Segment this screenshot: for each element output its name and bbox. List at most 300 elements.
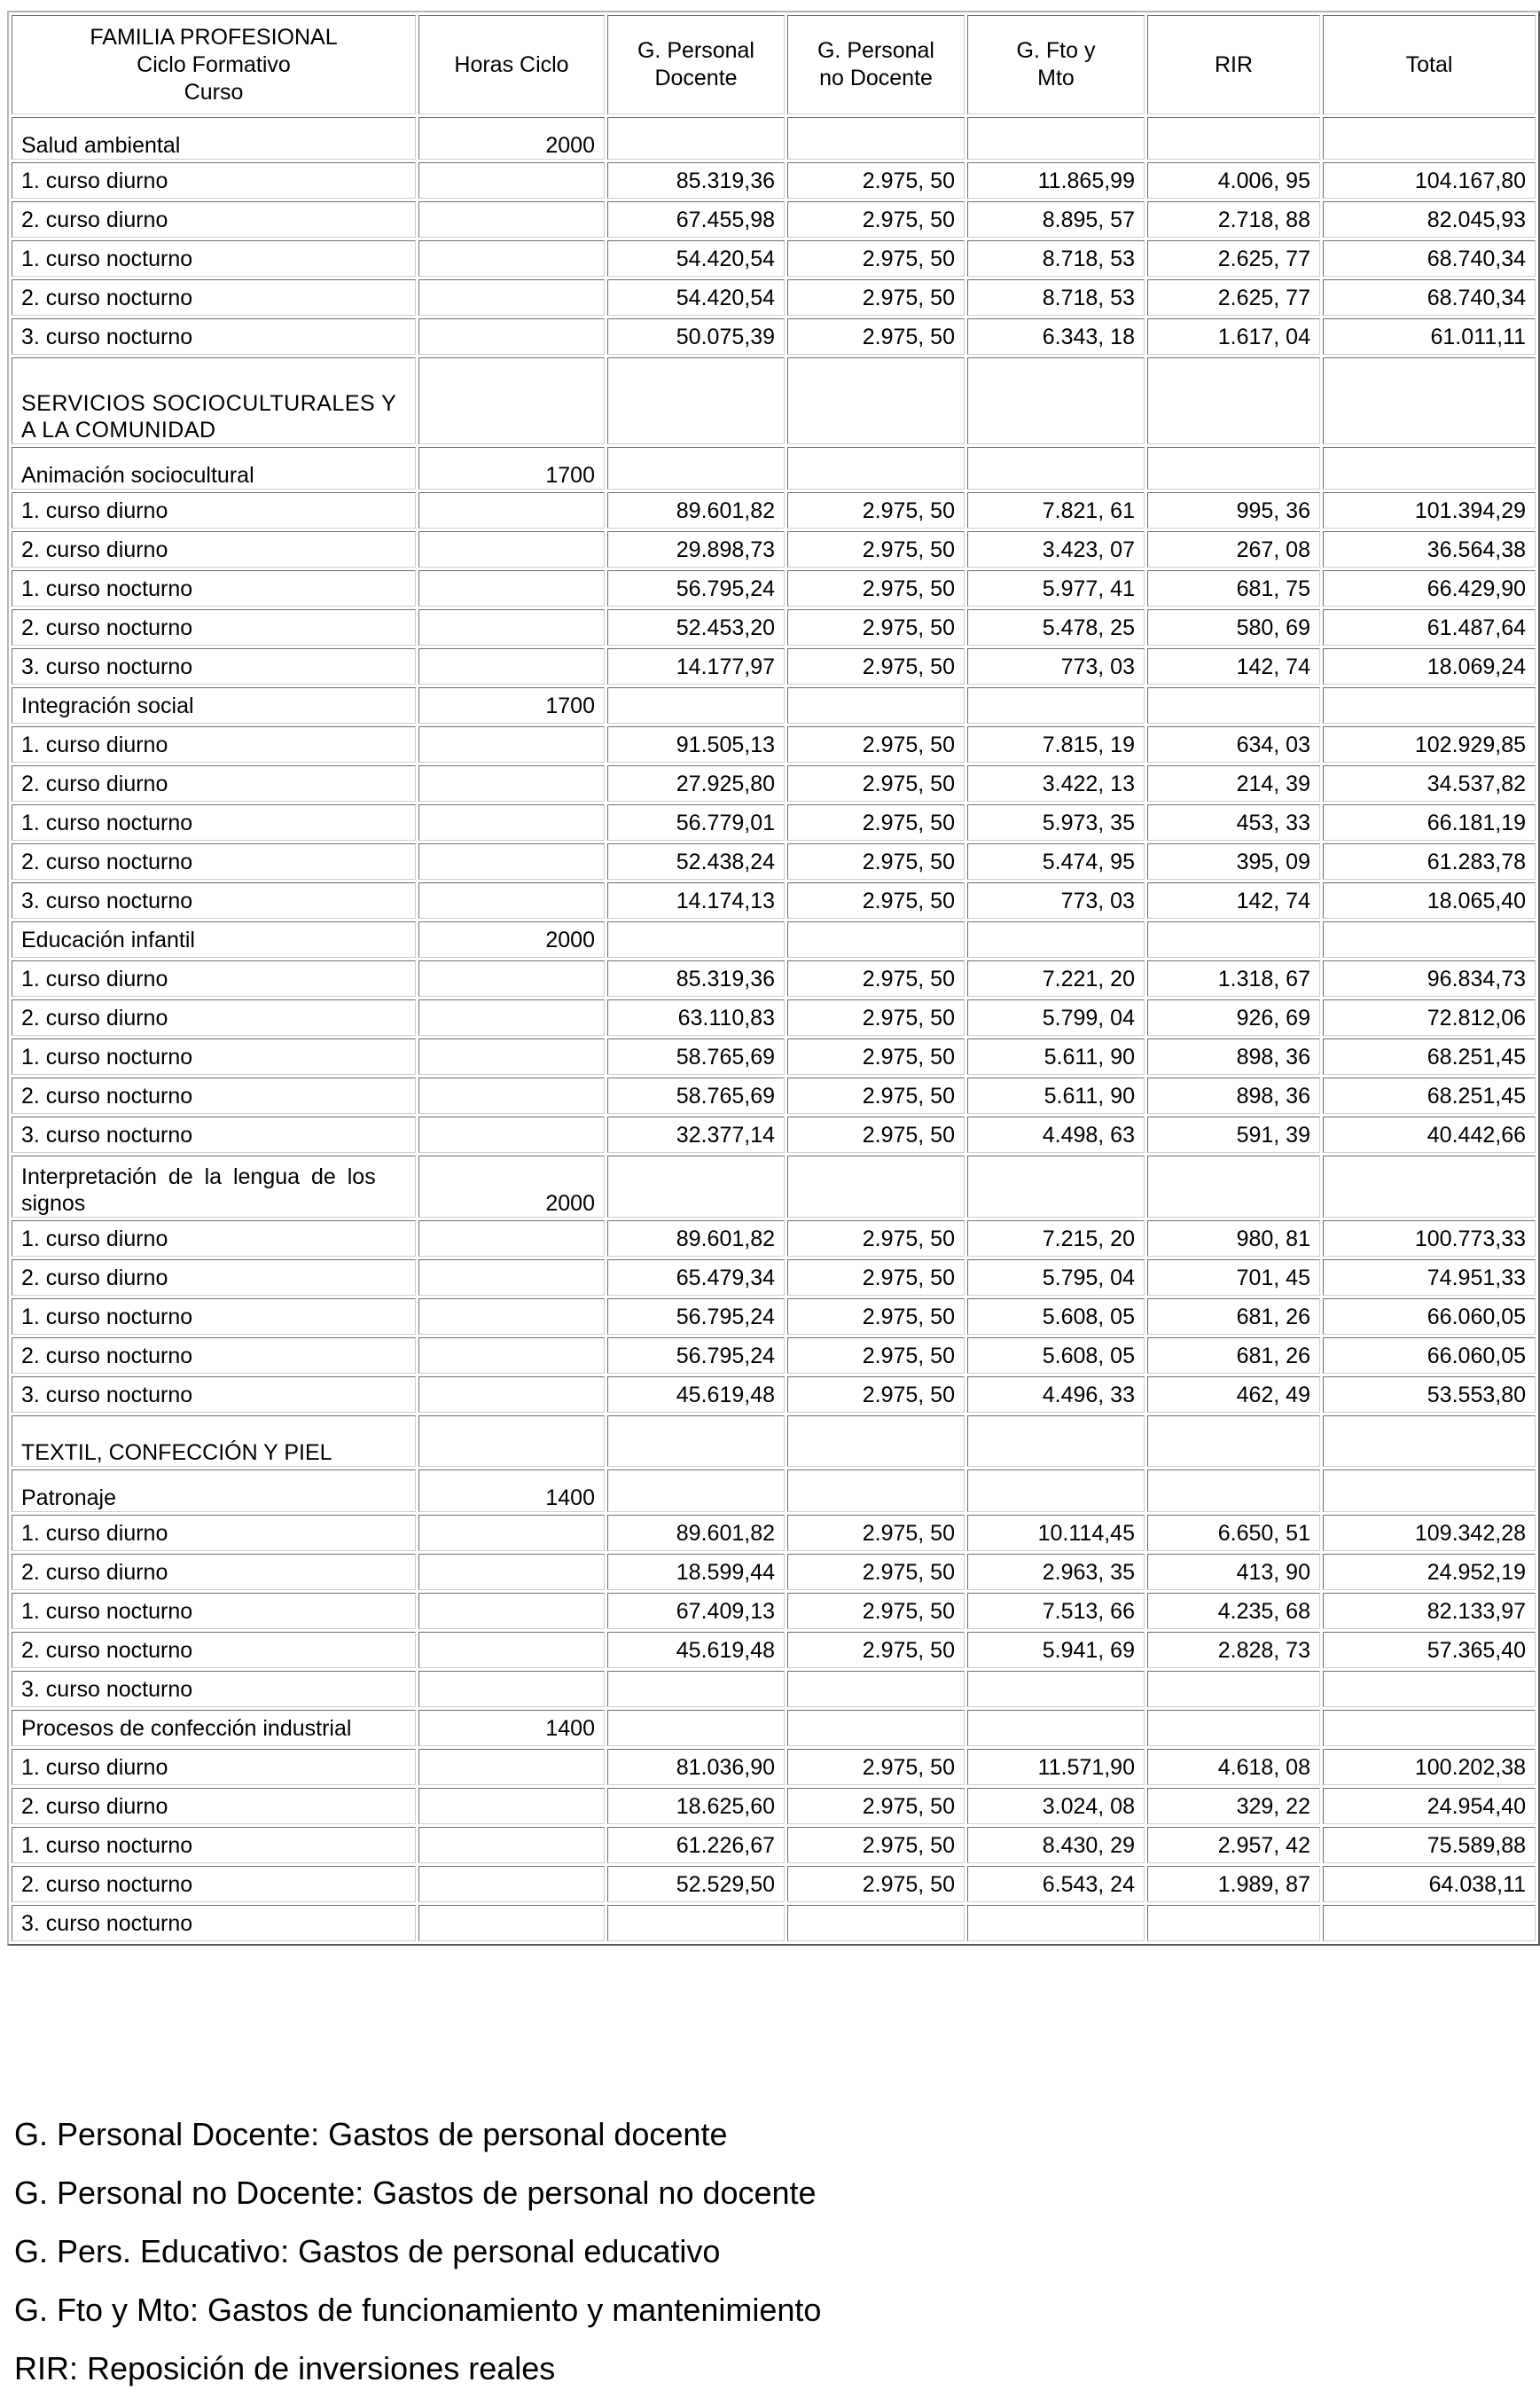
- g-fto-mto-cell: 3.024, 08: [967, 1788, 1145, 1824]
- group-label: Interpretación de la lengua de los signos: [12, 1156, 416, 1218]
- hours-cell: [418, 318, 605, 355]
- rir-cell: [1147, 921, 1320, 958]
- g-personal-docente-cell: 58.765,69: [607, 1078, 785, 1114]
- rir-cell: 142, 74: [1147, 648, 1320, 685]
- legend-item: G. Personal no Docente: Gastos de personal no docente: [14, 2175, 817, 2211]
- legend: [14, 2105, 1459, 2398]
- table-row: [12, 1632, 1536, 1668]
- hours-cell: [418, 201, 605, 238]
- total-cell: 100.202,38: [1323, 1749, 1536, 1785]
- hours-cell: [418, 357, 605, 444]
- course-label: 2. curso diurno: [12, 1788, 416, 1824]
- rir-cell: 214, 39: [1147, 765, 1320, 802]
- course-label: 3. curso nocturno: [12, 882, 416, 919]
- rir-cell: [1147, 357, 1320, 444]
- g-personal-docente-cell: [607, 447, 785, 490]
- g-personal-no-docente-cell: 2.975, 50: [787, 1866, 965, 1902]
- total-cell: [1323, 1905, 1536, 1941]
- hours-cell: [418, 1515, 605, 1551]
- g-personal-no-docente-cell: [787, 1710, 965, 1746]
- g-personal-no-docente-cell: [787, 1156, 965, 1218]
- g-fto-mto-cell: 5.611, 90: [967, 1078, 1145, 1114]
- hours-cell: [418, 1671, 605, 1707]
- table-row: [12, 1749, 1536, 1785]
- total-cell: 109.342,28: [1323, 1515, 1536, 1551]
- hours-cell: [418, 960, 605, 997]
- course-label: 2. curso nocturno: [12, 1078, 416, 1114]
- g-personal-no-docente-cell: 2.975, 50: [787, 570, 965, 607]
- rir-cell: 898, 36: [1147, 1078, 1320, 1114]
- legend-item: RIR: Reposición de inversiones reales: [14, 2350, 556, 2386]
- table-row: [12, 765, 1536, 802]
- g-personal-no-docente-cell: 2.975, 50: [787, 882, 965, 919]
- total-cell: 18.069,24: [1323, 648, 1536, 685]
- course-label: 1. curso nocturno: [12, 240, 416, 277]
- hours-cell: [418, 1905, 605, 1941]
- course-label: 2. curso diurno: [12, 1259, 416, 1296]
- header-horas: Horas Ciclo: [418, 15, 605, 114]
- course-label: 1. curso diurno: [12, 162, 416, 199]
- group-label: Procesos de confección industrial: [12, 1710, 416, 1746]
- table-row: [12, 1376, 1536, 1413]
- rir-cell: 6.650, 51: [1147, 1515, 1320, 1551]
- hours-cell: [418, 1593, 605, 1629]
- hours-cell: [418, 1554, 605, 1590]
- g-personal-docente-cell: 14.174,13: [607, 882, 785, 919]
- total-cell: [1323, 1156, 1536, 1218]
- course-label: 1. curso nocturno: [12, 1593, 416, 1629]
- cost-table-wrapper: [7, 11, 1526, 1946]
- g-personal-docente-cell: 65.479,34: [607, 1259, 785, 1296]
- rir-cell: 2.625, 77: [1147, 279, 1320, 316]
- g-personal-docente-cell: [607, 1905, 785, 1941]
- total-cell: 68.251,45: [1323, 1078, 1536, 1114]
- rir-cell: [1147, 1905, 1320, 1941]
- table-row: [12, 279, 1536, 316]
- g-fto-mto-cell: 6.343, 18: [967, 318, 1145, 355]
- g-personal-no-docente-cell: 2.975, 50: [787, 279, 965, 316]
- rir-cell: 681, 75: [1147, 570, 1320, 607]
- g-personal-docente-cell: 89.601,82: [607, 1515, 785, 1551]
- g-personal-docente-cell: [607, 921, 785, 958]
- total-cell: 82.045,93: [1323, 201, 1536, 238]
- total-cell: 101.394,29: [1323, 492, 1536, 529]
- g-fto-mto-cell: 5.608, 05: [967, 1298, 1145, 1335]
- rir-cell: 980, 81: [1147, 1220, 1320, 1257]
- course-label: 2. curso nocturno: [12, 279, 416, 316]
- g-personal-docente-cell: 91.505,13: [607, 726, 785, 763]
- table-row: [12, 1827, 1536, 1863]
- hours-cell: [418, 531, 605, 568]
- g-personal-no-docente-cell: 2.975, 50: [787, 1788, 965, 1824]
- course-label: 3. curso nocturno: [12, 1117, 416, 1153]
- g-personal-docente-cell: 54.420,54: [607, 279, 785, 316]
- rir-cell: 453, 33: [1147, 804, 1320, 841]
- g-personal-docente-cell: 56.795,24: [607, 1337, 785, 1374]
- g-personal-docente-cell: [607, 1415, 785, 1467]
- hours-cell: [418, 1415, 605, 1467]
- g-personal-docente-cell: 54.420,54: [607, 240, 785, 277]
- course-label: 1. curso diurno: [12, 492, 416, 529]
- table-row: [12, 570, 1536, 607]
- g-personal-docente-cell: [607, 117, 785, 160]
- rir-cell: 395, 09: [1147, 843, 1320, 880]
- rir-cell: 267, 08: [1147, 531, 1320, 568]
- total-cell: [1323, 1469, 1536, 1512]
- total-cell: 66.060,05: [1323, 1298, 1536, 1335]
- g-personal-no-docente-cell: 2.975, 50: [787, 1515, 965, 1551]
- g-fto-mto-cell: 11.571,90: [967, 1749, 1145, 1785]
- table-row: [12, 1337, 1536, 1374]
- g-personal-no-docente-cell: 2.975, 50: [787, 1749, 965, 1785]
- g-personal-docente-cell: 29.898,73: [607, 531, 785, 568]
- g-personal-docente-cell: [607, 357, 785, 444]
- total-cell: 18.065,40: [1323, 882, 1536, 919]
- legend-item: G. Fto y Mto: Gastos de funcionamiento y mantenimiento: [14, 2292, 822, 2328]
- g-personal-no-docente-cell: 2.975, 50: [787, 240, 965, 277]
- g-fto-mto-cell: 5.973, 35: [967, 804, 1145, 841]
- g-fto-mto-cell: 7.513, 66: [967, 1593, 1145, 1629]
- total-cell: 82.133,97: [1323, 1593, 1536, 1629]
- g-personal-docente-cell: 61.226,67: [607, 1827, 785, 1863]
- header-g-fto-mto: G. Fto y Mto: [967, 15, 1145, 114]
- hours-cell: [418, 1220, 605, 1257]
- rir-cell: [1147, 1710, 1320, 1746]
- g-personal-docente-cell: 45.619,48: [607, 1376, 785, 1413]
- g-fto-mto-cell: [967, 357, 1145, 444]
- table-group-row: [12, 1415, 1536, 1467]
- rir-cell: 926, 69: [1147, 999, 1320, 1036]
- g-personal-no-docente-cell: 2.975, 50: [787, 1554, 965, 1590]
- group-label: Integración social: [12, 687, 416, 724]
- hours-cell: [418, 609, 605, 646]
- g-fto-mto-cell: 7.821, 61: [967, 492, 1145, 529]
- rir-cell: 898, 36: [1147, 1038, 1320, 1075]
- hours-cell: [418, 1788, 605, 1824]
- g-fto-mto-cell: 4.498, 63: [967, 1117, 1145, 1153]
- course-label: 1. curso diurno: [12, 1749, 416, 1785]
- g-personal-docente-cell: 18.599,44: [607, 1554, 785, 1590]
- total-cell: 40.442,66: [1323, 1117, 1536, 1153]
- table-row: [12, 318, 1536, 355]
- table-row: [12, 1671, 1536, 1707]
- hours-cell: 2000: [418, 1156, 605, 1218]
- g-personal-docente-cell: 56.779,01: [607, 804, 785, 841]
- g-fto-mto-cell: 5.478, 25: [967, 609, 1145, 646]
- total-cell: [1323, 687, 1536, 724]
- header-rir: RIR: [1147, 15, 1320, 114]
- g-personal-no-docente-cell: 2.975, 50: [787, 1593, 965, 1629]
- hours-cell: [418, 1117, 605, 1153]
- hours-cell: 1700: [418, 447, 605, 490]
- total-cell: 72.812,06: [1323, 999, 1536, 1036]
- header-familia: FAMILIA PROFESIONAL Ciclo Formativo Curso: [12, 15, 416, 114]
- total-cell: 24.954,40: [1323, 1788, 1536, 1824]
- g-personal-no-docente-cell: 2.975, 50: [787, 1259, 965, 1296]
- header-total: Total: [1323, 15, 1536, 114]
- rir-cell: 2.718, 88: [1147, 201, 1320, 238]
- rir-cell: 1.318, 67: [1147, 960, 1320, 997]
- course-label: 3. curso nocturno: [12, 648, 416, 685]
- g-personal-docente-cell: 89.601,82: [607, 1220, 785, 1257]
- table-group-row: [12, 1469, 1536, 1512]
- total-cell: 66.060,05: [1323, 1337, 1536, 1374]
- hours-cell: [418, 1376, 605, 1413]
- course-label: 2. curso diurno: [12, 201, 416, 238]
- table-row: [12, 492, 1536, 529]
- g-fto-mto-cell: 6.543, 24: [967, 1866, 1145, 1902]
- g-personal-docente-cell: 85.319,36: [607, 960, 785, 997]
- hours-cell: [418, 999, 605, 1036]
- g-personal-no-docente-cell: 2.975, 50: [787, 804, 965, 841]
- group-label: Animación sociocultural: [12, 447, 416, 490]
- hours-cell: [418, 279, 605, 316]
- table-row: [12, 609, 1536, 646]
- table-row: [12, 240, 1536, 277]
- g-personal-no-docente-cell: 2.975, 50: [787, 1376, 965, 1413]
- rir-cell: [1147, 1671, 1320, 1707]
- table-row: [12, 1298, 1536, 1335]
- g-personal-docente-cell: 63.110,83: [607, 999, 785, 1036]
- total-cell: [1323, 921, 1536, 958]
- rir-cell: 1.989, 87: [1147, 1866, 1320, 1902]
- g-personal-docente-cell: 67.409,13: [607, 1593, 785, 1629]
- rir-cell: 4.235, 68: [1147, 1593, 1320, 1629]
- hours-cell: [418, 1749, 605, 1785]
- total-cell: 68.251,45: [1323, 1038, 1536, 1075]
- g-fto-mto-cell: 5.941, 69: [967, 1632, 1145, 1668]
- g-fto-mto-cell: 5.795, 04: [967, 1259, 1145, 1296]
- g-fto-mto-cell: 7.815, 19: [967, 726, 1145, 763]
- course-label: 2. curso diurno: [12, 999, 416, 1036]
- g-fto-mto-cell: [967, 1710, 1145, 1746]
- g-personal-no-docente-cell: 2.975, 50: [787, 999, 965, 1036]
- g-personal-docente-cell: 56.795,24: [607, 570, 785, 607]
- g-personal-docente-cell: 45.619,48: [607, 1632, 785, 1668]
- hours-cell: [418, 1866, 605, 1902]
- total-cell: 74.951,33: [1323, 1259, 1536, 1296]
- g-fto-mto-cell: 773, 03: [967, 882, 1145, 919]
- rir-cell: 142, 74: [1147, 882, 1320, 919]
- g-fto-mto-cell: 7.215, 20: [967, 1220, 1145, 1257]
- hours-cell: [418, 492, 605, 529]
- table-row: [12, 1515, 1536, 1551]
- hours-cell: [418, 570, 605, 607]
- g-personal-no-docente-cell: [787, 1469, 965, 1512]
- rir-cell: 2.828, 73: [1147, 1632, 1320, 1668]
- hours-cell: [418, 804, 605, 841]
- g-fto-mto-cell: 8.718, 53: [967, 240, 1145, 277]
- table-row: [12, 1554, 1536, 1590]
- g-fto-mto-cell: 5.977, 41: [967, 570, 1145, 607]
- g-personal-no-docente-cell: 2.975, 50: [787, 318, 965, 355]
- g-personal-no-docente-cell: [787, 921, 965, 958]
- header-g-personal-no-docente: G. Personal no Docente: [787, 15, 965, 114]
- course-label: 3. curso nocturno: [12, 1376, 416, 1413]
- table-row: [12, 1038, 1536, 1075]
- hours-cell: [418, 1632, 605, 1668]
- total-cell: [1323, 357, 1536, 444]
- table-body: [12, 117, 1536, 1941]
- rir-cell: 681, 26: [1147, 1337, 1320, 1374]
- g-personal-docente-cell: 56.795,24: [607, 1298, 785, 1335]
- rir-cell: [1147, 687, 1320, 724]
- course-label: 2. curso diurno: [12, 1554, 416, 1590]
- table-group-row: [12, 1156, 1536, 1218]
- rir-cell: 2.625, 77: [1147, 240, 1320, 277]
- g-personal-no-docente-cell: 2.975, 50: [787, 492, 965, 529]
- g-personal-no-docente-cell: [787, 357, 965, 444]
- hours-cell: [418, 882, 605, 919]
- group-label: Salud ambiental: [12, 117, 416, 160]
- g-fto-mto-cell: [967, 1905, 1145, 1941]
- hours-cell: [418, 648, 605, 685]
- rir-cell: 329, 22: [1147, 1788, 1320, 1824]
- g-personal-docente-cell: 27.925,80: [607, 765, 785, 802]
- table-row: [12, 804, 1536, 841]
- rir-cell: 413, 90: [1147, 1554, 1320, 1590]
- total-cell: [1323, 117, 1536, 160]
- g-personal-no-docente-cell: 2.975, 50: [787, 1827, 965, 1863]
- header-g-personal-docente: G. Personal Docente: [607, 15, 785, 114]
- total-cell: 61.011,11: [1323, 318, 1536, 355]
- table-row: [12, 843, 1536, 880]
- course-label: 1. curso nocturno: [12, 570, 416, 607]
- course-label: 2. curso nocturno: [12, 843, 416, 880]
- total-cell: 100.773,33: [1323, 1220, 1536, 1257]
- total-cell: [1323, 1415, 1536, 1467]
- table-row: [12, 1905, 1536, 1941]
- total-cell: 66.181,19: [1323, 804, 1536, 841]
- g-personal-docente-cell: 14.177,97: [607, 648, 785, 685]
- table-row: [12, 1593, 1536, 1629]
- table-row: [12, 531, 1536, 568]
- g-personal-docente-cell: 85.319,36: [607, 162, 785, 199]
- g-personal-docente-cell: 52.529,50: [607, 1866, 785, 1902]
- hours-cell: 1700: [418, 687, 605, 724]
- rir-cell: 4.006, 95: [1147, 162, 1320, 199]
- total-cell: 96.834,73: [1323, 960, 1536, 997]
- g-personal-docente-cell: 81.036,90: [607, 1749, 785, 1785]
- table-row: [12, 648, 1536, 685]
- course-label: 3. curso nocturno: [12, 1671, 416, 1707]
- g-personal-docente-cell: [607, 1469, 785, 1512]
- g-personal-no-docente-cell: 2.975, 50: [787, 1220, 965, 1257]
- hours-cell: [418, 1298, 605, 1335]
- table-group-row: [12, 921, 1536, 958]
- g-fto-mto-cell: 7.221, 20: [967, 960, 1145, 997]
- course-label: 1. curso diurno: [12, 960, 416, 997]
- total-cell: 104.167,80: [1323, 162, 1536, 199]
- g-personal-no-docente-cell: 2.975, 50: [787, 765, 965, 802]
- course-label: 2. curso nocturno: [12, 1337, 416, 1374]
- total-cell: 36.564,38: [1323, 531, 1536, 568]
- rir-cell: 681, 26: [1147, 1298, 1320, 1335]
- g-personal-docente-cell: 89.601,82: [607, 492, 785, 529]
- table-row: [12, 1220, 1536, 1257]
- g-fto-mto-cell: 11.865,99: [967, 162, 1145, 199]
- table-row: [12, 1078, 1536, 1114]
- total-cell: 66.429,90: [1323, 570, 1536, 607]
- hours-cell: 1400: [418, 1469, 605, 1512]
- g-personal-no-docente-cell: 2.975, 50: [787, 162, 965, 199]
- table-row: [12, 999, 1536, 1036]
- table-group-row: [12, 1710, 1536, 1746]
- rir-cell: 2.957, 42: [1147, 1827, 1320, 1863]
- rir-cell: [1147, 1469, 1320, 1512]
- g-fto-mto-cell: 4.496, 33: [967, 1376, 1145, 1413]
- total-cell: [1323, 1710, 1536, 1746]
- hours-cell: [418, 726, 605, 763]
- group-label: SERVICIOS SOCIOCULTURALES Y A LA COMUNIDAD: [12, 357, 416, 444]
- group-label: Patronaje: [12, 1469, 416, 1512]
- total-cell: 61.283,78: [1323, 843, 1536, 880]
- hours-cell: [418, 765, 605, 802]
- total-cell: 102.929,85: [1323, 726, 1536, 763]
- total-cell: [1323, 1671, 1536, 1707]
- table-row: [12, 1117, 1536, 1153]
- table-row: [12, 726, 1536, 763]
- hours-cell: [418, 162, 605, 199]
- total-cell: 68.740,34: [1323, 240, 1536, 277]
- g-personal-docente-cell: [607, 687, 785, 724]
- course-label: 1. curso diurno: [12, 1220, 416, 1257]
- total-cell: [1323, 447, 1536, 490]
- g-fto-mto-cell: 3.422, 13: [967, 765, 1145, 802]
- table-group-row: [12, 447, 1536, 490]
- legend-item: G. Pers. Educativo: Gastos de personal educativo: [14, 2233, 721, 2269]
- g-fto-mto-cell: 773, 03: [967, 648, 1145, 685]
- g-personal-docente-cell: 32.377,14: [607, 1117, 785, 1153]
- course-label: 1. curso nocturno: [12, 1827, 416, 1863]
- course-label: 3. curso nocturno: [12, 1905, 416, 1941]
- course-label: 1. curso nocturno: [12, 804, 416, 841]
- g-personal-no-docente-cell: 2.975, 50: [787, 1632, 965, 1668]
- rir-cell: 701, 45: [1147, 1259, 1320, 1296]
- g-fto-mto-cell: [967, 117, 1145, 160]
- total-cell: 64.038,11: [1323, 1866, 1536, 1902]
- g-personal-no-docente-cell: 2.975, 50: [787, 1337, 965, 1374]
- total-cell: 34.537,82: [1323, 765, 1536, 802]
- total-cell: 53.553,80: [1323, 1376, 1536, 1413]
- g-fto-mto-cell: 5.799, 04: [967, 999, 1145, 1036]
- total-cell: 61.487,64: [1323, 609, 1536, 646]
- g-personal-docente-cell: [607, 1710, 785, 1746]
- g-personal-no-docente-cell: 2.975, 50: [787, 1117, 965, 1153]
- g-fto-mto-cell: 8.430, 29: [967, 1827, 1145, 1863]
- group-label: TEXTIL, CONFECCIÓN Y PIEL: [12, 1415, 416, 1467]
- rir-cell: [1147, 1156, 1320, 1218]
- total-cell: 24.952,19: [1323, 1554, 1536, 1590]
- hours-cell: [418, 1337, 605, 1374]
- g-fto-mto-cell: 10.114,45: [967, 1515, 1145, 1551]
- cost-table: [7, 11, 1540, 1946]
- g-fto-mto-cell: [967, 921, 1145, 958]
- rir-cell: 580, 69: [1147, 609, 1320, 646]
- g-personal-docente-cell: 50.075,39: [607, 318, 785, 355]
- g-fto-mto-cell: [967, 687, 1145, 724]
- group-label: Educación infantil: [12, 921, 416, 958]
- hours-cell: [418, 1078, 605, 1114]
- course-label: 2. curso diurno: [12, 765, 416, 802]
- table-row: [12, 1866, 1536, 1902]
- rir-cell: 591, 39: [1147, 1117, 1320, 1153]
- g-personal-no-docente-cell: 2.975, 50: [787, 960, 965, 997]
- g-personal-docente-cell: 58.765,69: [607, 1038, 785, 1075]
- g-personal-no-docente-cell: 2.975, 50: [787, 1038, 965, 1075]
- g-fto-mto-cell: 3.423, 07: [967, 531, 1145, 568]
- hours-cell: [418, 1038, 605, 1075]
